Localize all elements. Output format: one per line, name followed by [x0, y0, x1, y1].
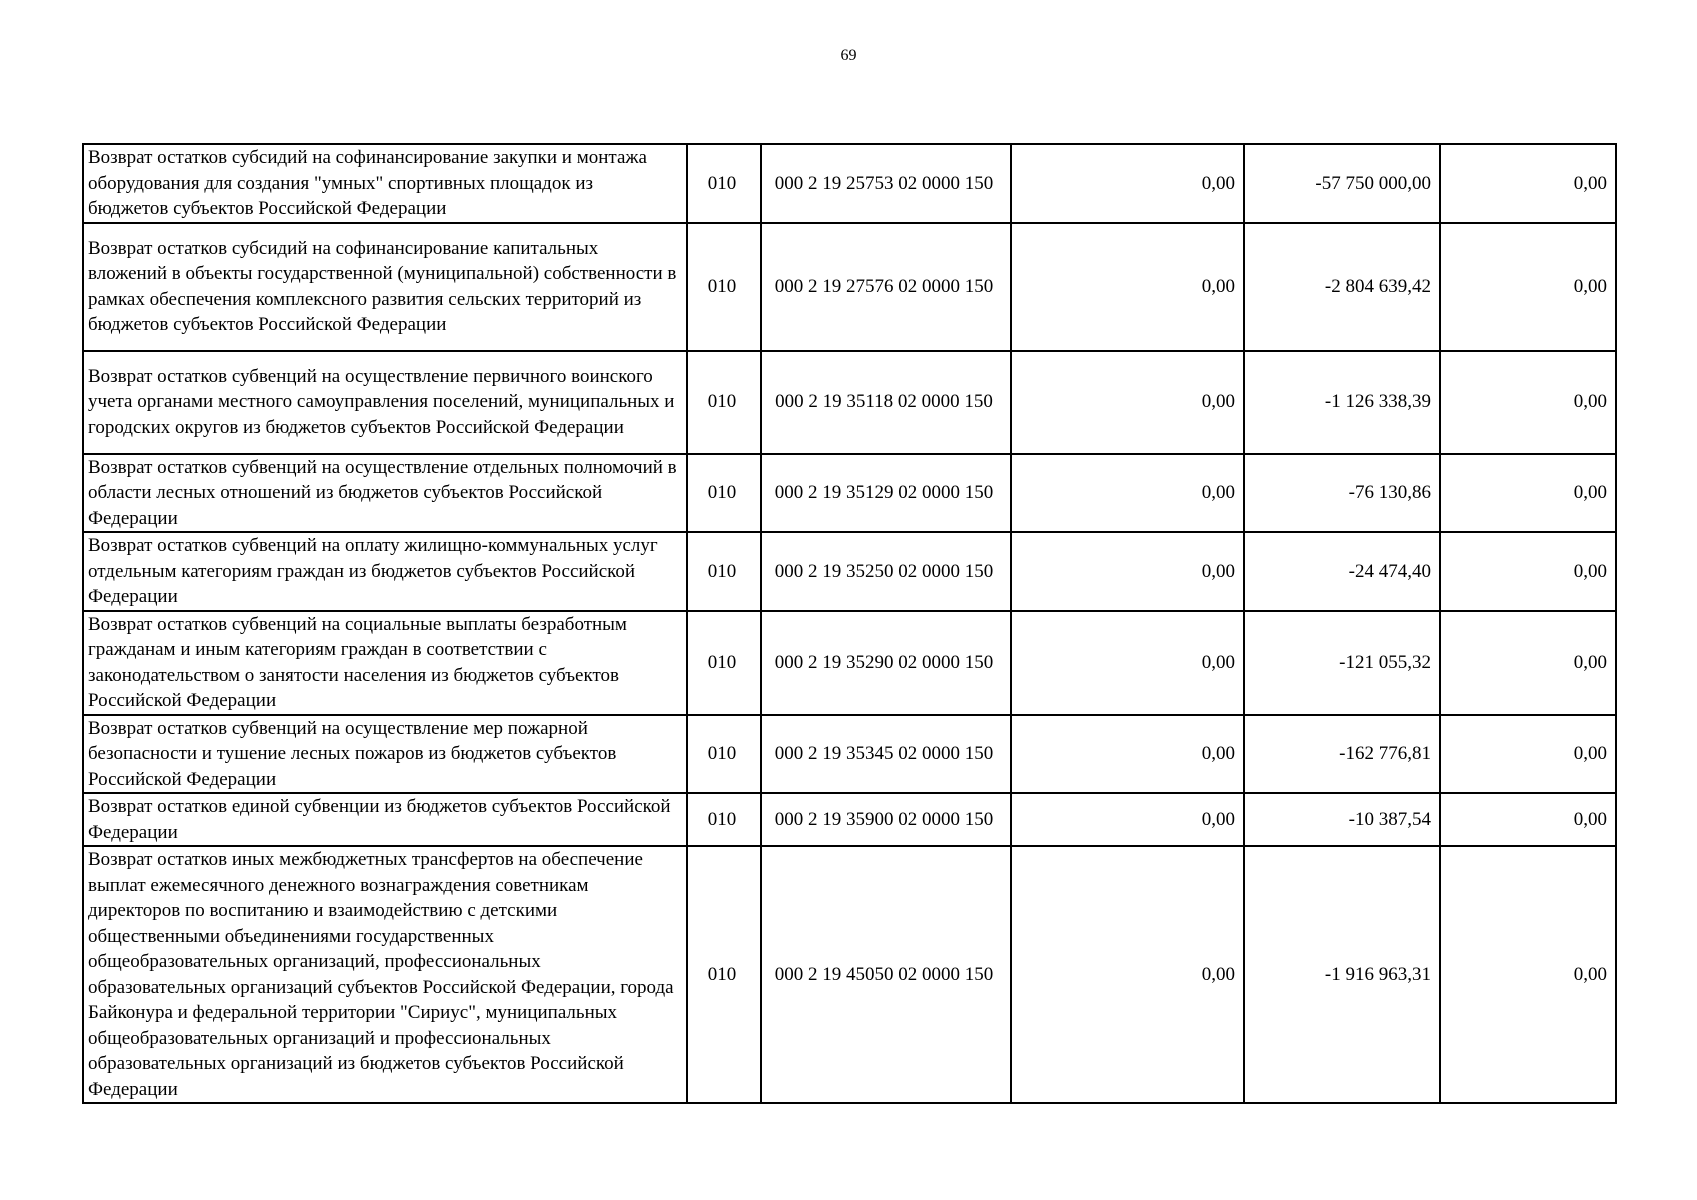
table-row — [83, 611, 1616, 715]
budget-classification-code-cell: 000 2 19 35290 02 0000 150 — [761, 611, 1011, 715]
row-description: Возврат остатков субвенций на социальные выплаты безработным гражданам и иным категориям граждан в соответствии с законодательством о занятости населения из бюджетов субъектов Российской Федерации — [83, 611, 687, 715]
row-description: Возврат остатков иных межбюджетных трансфертов на обеспечение выплат ежемесячного денежного вознаграждения советникам директоров по воспитанию и взаимодействию с детскими общественными объединениями государственных общеобразовательных организаций, профессиональных образовательных организаций субъектов Российской Федерации, города Байконура и федеральной территории "Сириус", муниципальных общеобразовательных организаций и профессиональных образовательных организаций из бюджетов субъектов Российской Федерации — [83, 846, 687, 1103]
value-3-cell: 0,00 — [1440, 223, 1616, 351]
value-1-cell: 0,00 — [1011, 846, 1244, 1103]
admin-code-cell: 010 — [687, 715, 761, 794]
value-1-cell: 0,00 — [1011, 454, 1244, 533]
value-1-cell: 0,00 — [1011, 793, 1244, 846]
admin-code-cell: 010 — [687, 454, 761, 533]
value-2-cell: -57 750 000,00 — [1244, 144, 1440, 223]
value-1-cell: 0,00 — [1011, 715, 1244, 794]
row-description: Возврат остатков субвенций на осуществление отдельных полномочий в области лесных отношений из бюджетов субъектов Российской Федерации — [83, 454, 687, 533]
admin-code-cell: 010 — [687, 223, 761, 351]
value-3-cell: 0,00 — [1440, 846, 1616, 1103]
budget-classification-code-cell: 000 2 19 35129 02 0000 150 — [761, 454, 1011, 533]
value-2-cell: -1 126 338,39 — [1244, 351, 1440, 454]
budget-classification-code-cell: 000 2 19 45050 02 0000 150 — [761, 846, 1011, 1103]
value-3-cell: 0,00 — [1440, 532, 1616, 611]
value-2-cell: -10 387,54 — [1244, 793, 1440, 846]
budget-returns-table — [82, 143, 1617, 1104]
value-3-cell: 0,00 — [1440, 611, 1616, 715]
budget-classification-code-cell: 000 2 19 35250 02 0000 150 — [761, 532, 1011, 611]
table-row — [83, 793, 1616, 846]
row-description: Возврат остатков единой субвенции из бюджетов субъектов Российской Федерации — [83, 793, 687, 846]
admin-code-cell: 010 — [687, 793, 761, 846]
value-1-cell: 0,00 — [1011, 144, 1244, 223]
budget-classification-code-cell: 000 2 19 35345 02 0000 150 — [761, 715, 1011, 794]
admin-code-cell: 010 — [687, 532, 761, 611]
value-3-cell: 0,00 — [1440, 793, 1616, 846]
value-2-cell: -162 776,81 — [1244, 715, 1440, 794]
value-2-cell: -2 804 639,42 — [1244, 223, 1440, 351]
admin-code-cell: 010 — [687, 846, 761, 1103]
table-row — [83, 715, 1616, 794]
value-3-cell: 0,00 — [1440, 351, 1616, 454]
row-description: Возврат остатков субвенций на оплату жилищно-коммунальных услуг отдельным категориям граждан из бюджетов субъектов Российской Федерации — [83, 532, 687, 611]
table-row — [83, 351, 1616, 454]
value-3-cell: 0,00 — [1440, 454, 1616, 533]
row-description: Возврат остатков субвенций на осуществление мер пожарной безопасности и тушение лесных пожаров из бюджетов субъектов Российской Федерации — [83, 715, 687, 794]
table-row — [83, 223, 1616, 351]
row-description: Возврат остатков субсидий на софинансирование закупки и монтажа оборудования для создания "умных" спортивных площадок из бюджетов субъектов Российской Федерации — [83, 144, 687, 223]
admin-code-cell: 010 — [687, 351, 761, 454]
value-3-cell: 0,00 — [1440, 144, 1616, 223]
budget-classification-code-cell: 000 2 19 27576 02 0000 150 — [761, 223, 1011, 351]
budget-classification-code-cell: 000 2 19 35900 02 0000 150 — [761, 793, 1011, 846]
value-1-cell: 0,00 — [1011, 532, 1244, 611]
value-2-cell: -76 130,86 — [1244, 454, 1440, 533]
admin-code-cell: 010 — [687, 611, 761, 715]
row-description: Возврат остатков субвенций на осуществление первичного воинского учета органами местного самоуправления поселений, муниципальных и городских округов из бюджетов субъектов Российской Федерации — [83, 351, 687, 454]
table-row — [83, 454, 1616, 533]
budget-classification-code-cell: 000 2 19 35118 02 0000 150 — [761, 351, 1011, 454]
page-number: 69 — [840, 47, 857, 64]
value-1-cell: 0,00 — [1011, 223, 1244, 351]
admin-code-cell: 010 — [687, 144, 761, 223]
row-description: Возврат остатков субсидий на софинансирование капитальных вложений в объекты государственной (муниципальной) собственности в рамках обеспечения комплексного развития сельских территорий из бюджетов субъектов Российской Федерации — [83, 223, 687, 351]
budget-classification-code-cell: 000 2 19 25753 02 0000 150 — [761, 144, 1011, 223]
table-row — [83, 144, 1616, 223]
value-2-cell: -24 474,40 — [1244, 532, 1440, 611]
table-row — [83, 532, 1616, 611]
value-3-cell: 0,00 — [1440, 715, 1616, 794]
value-2-cell: -121 055,32 — [1244, 611, 1440, 715]
table-row — [83, 846, 1616, 1103]
value-1-cell: 0,00 — [1011, 351, 1244, 454]
value-1-cell: 0,00 — [1011, 611, 1244, 715]
value-2-cell: -1 916 963,31 — [1244, 846, 1440, 1103]
